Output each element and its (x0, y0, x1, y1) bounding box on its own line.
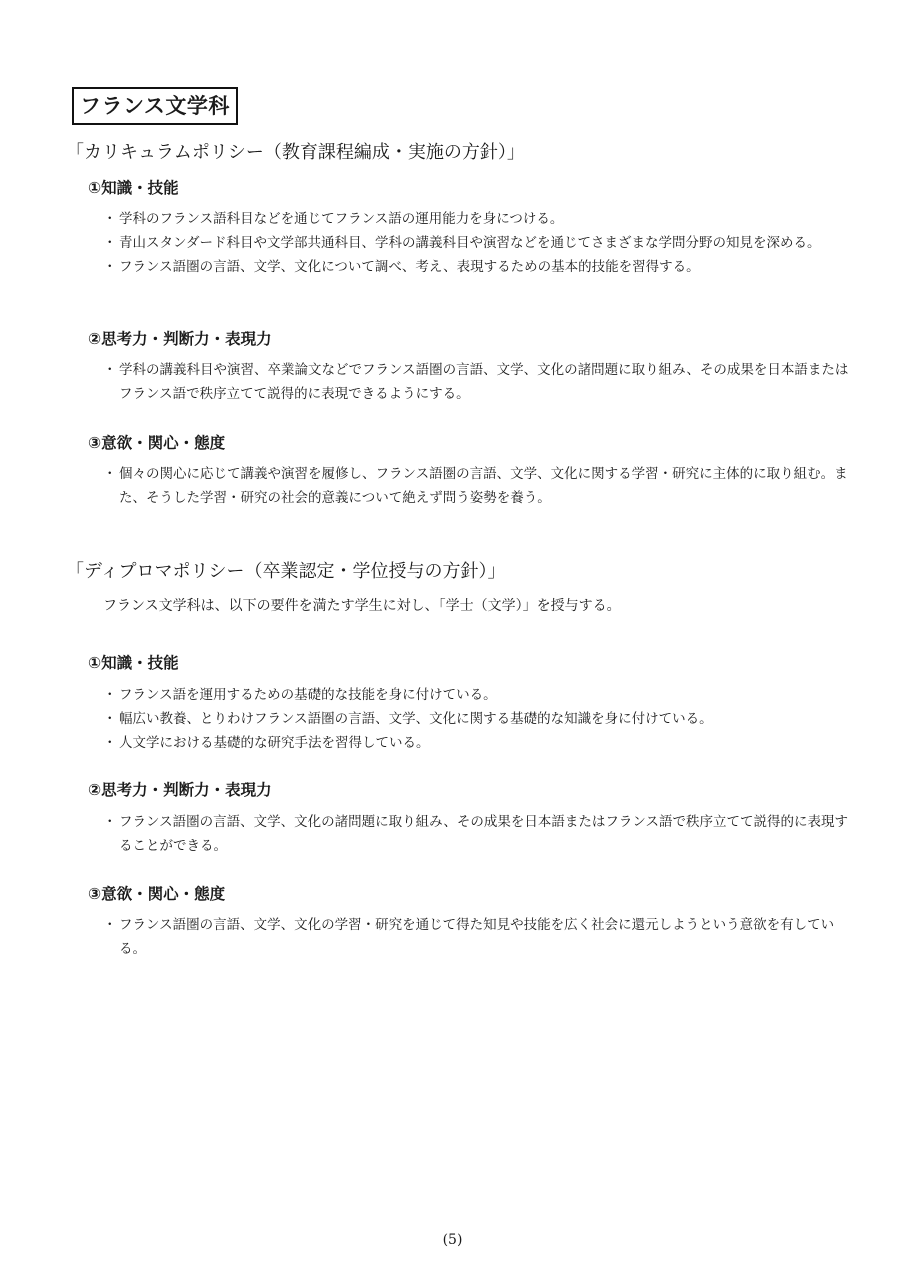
list-item: ・ 学科の講義科目や演習、卒業論文などでフランス語圏の言語、文学、文化の諸問題に取り組み、その成果を日本語またはフランス語で秩序立てて説得的に表現できるようにする。 (103, 362, 849, 402)
list-item: ・ 幅広い教養、とりわけフランス語圏の言語、文学、文化に関する基礎的な知識を身に付けている。 (103, 711, 713, 727)
curriculum-section-title: ②思考力・判断力・表現力 (88, 330, 272, 348)
diploma-section-title: ③意欲・関心・態度 (88, 885, 226, 903)
curriculum-bullet-list (103, 207, 855, 279)
curriculum-section-title: ③意欲・関心・態度 (88, 434, 226, 452)
list-item: ・ 人文学における基礎的な研究手法を習得している。 (103, 735, 430, 751)
curriculum-bullet-list (103, 462, 855, 510)
page-number: (5) (442, 1232, 463, 1248)
list-item: ・ フランス語を運用するための基礎的な技能を身に付けている。 (103, 687, 497, 703)
list-item: ・ 個々の関心に応じて講義や演習を履修し、フランス語圏の言語、文学、文化に関する学習・研究に主体的に取り組む。また、そうした学習・研究の社会的意義について絶えず問う姿勢を養う。 (103, 466, 848, 506)
curriculum-bullet-list (103, 358, 855, 406)
list-item: ・ フランス語圏の言語、文学、文化について調べ、考え、表現するための基本的技能を習得する。 (103, 259, 700, 275)
department-title: フランス文学科 (72, 87, 238, 125)
list-item: ・ フランス語圏の言語、文学、文化の学習・研究を通じて得た知見や技能を広く社会に還元しようという意欲を有している。 (103, 917, 835, 957)
diploma-bullet-list (103, 913, 855, 961)
list-item: ・ 青山スタンダード科目や文学部共通科目、学科の講義科目や演習などを通じてさまざまな学問分野の知見を深める。 (103, 235, 821, 251)
curriculum-section-title: ①知識・技能 (88, 179, 179, 197)
diploma-section-title: ①知識・技能 (88, 654, 179, 672)
diploma-section-title: ②思考力・判断力・表現力 (88, 781, 272, 799)
curriculum-policy-heading: 「カリキュラムポリシー（教育課程編成・実施の方針）」 (66, 142, 525, 163)
diploma-bullet-list (103, 683, 855, 755)
diploma-intro: フランス文学科は、以下の要件を満たす学生に対し、「学士（文学）」を授与する。 (103, 598, 621, 614)
diploma-bullet-list (103, 810, 855, 858)
diploma-policy-heading: 「ディプロマポリシー（卒業認定・学位授与の方針）」 (66, 561, 506, 582)
list-item: ・ 学科のフランス語科目などを通じてフランス語の運用能力を身につける。 (103, 211, 564, 227)
list-item: ・ フランス語圏の言語、文学、文化の諸問題に取り組み、その成果を日本語またはフランス語で秩序立てて説得的に表現することができる。 (103, 814, 848, 854)
